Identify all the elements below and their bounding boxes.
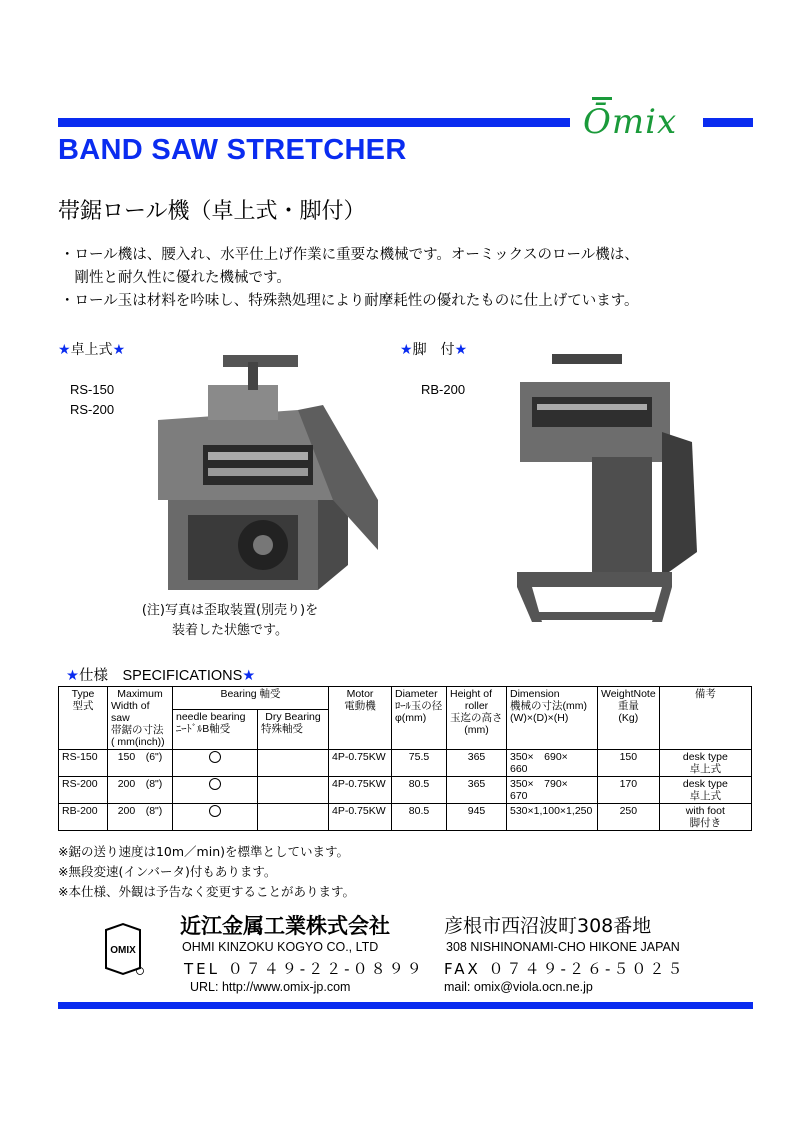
logo-macron: [592, 97, 612, 100]
star-icon: ★: [242, 668, 256, 684]
cell-diameter: 80.5: [392, 777, 447, 804]
table-row: [59, 750, 752, 777]
intro-line-3: ・ロール玉は材料を吟味し、特殊熱処理により耐摩耗性の優れたものに仕上げています。: [60, 293, 639, 309]
cell-height: 365: [447, 777, 507, 804]
cell-needle: [173, 777, 258, 804]
star-icon: ★: [454, 342, 468, 358]
spec-heading: [66, 664, 255, 685]
footnote-3: ※本仕様、外観は予告なく変更することがあります。: [58, 884, 355, 899]
cell-diameter: 75.5: [392, 750, 447, 777]
header-remarks: 備考: [659, 687, 751, 750]
foot-type-text: 脚 付: [412, 342, 455, 358]
cell-motor: 4P-0.75KW: [329, 777, 392, 804]
header-bar-left: [58, 118, 570, 127]
cell-remarks: with foot 脚付き: [659, 804, 751, 831]
cell-remarks: desk type 卓上式: [659, 777, 751, 804]
header-motor: Motor 電動機: [329, 687, 392, 750]
cell-needle: [173, 750, 258, 777]
header-dimension: Dimension 機械の寸法(mm) (W)×(D)×(H): [507, 687, 598, 750]
header-type: Type 型式: [59, 687, 108, 750]
company-address-jp: 彦根市西沼波町308番地: [444, 915, 652, 937]
cell-weight: 170: [598, 777, 660, 804]
omix-logo: Ōmix: [583, 102, 678, 142]
website-link[interactable]: URL: http://www.omix-jp.com: [190, 980, 351, 994]
cell-width: 150 (6"): [108, 750, 173, 777]
cell-width: 200 (8"): [108, 804, 173, 831]
omix-stamp-logo: [100, 922, 146, 978]
cell-dimension: 350× 790× 670: [507, 777, 598, 804]
cell-type: RS-150: [59, 750, 108, 777]
spec-table: [58, 686, 752, 831]
footer-bar: [58, 1002, 753, 1009]
table-header-row: [59, 687, 752, 710]
model-rs150: RS-150: [70, 382, 115, 397]
cell-dimension: 530×1,100×1,250: [507, 804, 598, 831]
header-height: Height of roller 玉迄の高さ (mm): [447, 687, 507, 750]
desk-machine-photo: [148, 350, 383, 600]
cell-dry: [258, 804, 329, 831]
spec-heading-jp: 仕様: [79, 668, 108, 684]
cell-motor: 4P-0.75KW: [329, 804, 392, 831]
cell-type: RB-200: [59, 804, 108, 831]
photo-note: [120, 601, 340, 641]
desk-type-label: [58, 339, 125, 359]
intro-line-2: 剛性と耐久性に優れた機械です。: [60, 270, 291, 286]
cell-dimension: 350× 690× 660: [507, 750, 598, 777]
svg-text:OMIX: OMIX: [110, 945, 136, 956]
header-max-width: Maximum Width of saw 帯鋸の寸法 ( mm(inch)): [108, 687, 173, 750]
header-weight: WeightNote 重量 (Kg): [598, 687, 660, 750]
header-dry: Dry Bearing 特殊軸受: [258, 709, 329, 750]
star-icon: ★: [58, 342, 71, 358]
cell-needle: [173, 804, 258, 831]
cell-height: 945: [447, 804, 507, 831]
company-address-en: 308 NISHINONAMI-CHO HIKONE JAPAN: [446, 940, 680, 954]
photo-note-line-1: (注)写真は歪取装置(別売り)を: [141, 603, 319, 618]
circle-mark-icon: [209, 805, 221, 817]
phone-number: TEL ０７４９-２２-０８９９: [184, 960, 425, 978]
table-row: [59, 804, 752, 831]
header-bar-right: [703, 118, 753, 127]
footnote-1: ※鋸の送り速度は10m／min)を標準としています。: [58, 844, 350, 859]
company-name-jp: 近江金属工業株式会社: [180, 914, 390, 938]
cell-remarks: desk type 卓上式: [659, 750, 751, 777]
photo-note-line-2: 装着した状態です。: [172, 623, 288, 638]
table-row: [59, 777, 752, 804]
email-link[interactable]: mail: omix@viola.ocn.ne.jp: [444, 980, 593, 994]
header-bearing: Bearing 軸受: [173, 687, 329, 710]
model-rb200: RB-200: [421, 382, 466, 397]
cell-diameter: 80.5: [392, 804, 447, 831]
page-title: BAND SAW STRETCHER: [58, 134, 407, 166]
star-icon: ★: [66, 668, 79, 684]
header-diameter: Diameter ﾛｰﾙ玉の径 φ(mm): [392, 687, 447, 750]
cell-weight: 250: [598, 804, 660, 831]
star-icon: ★: [112, 342, 126, 358]
foot-type-label: [400, 339, 467, 359]
foot-machine-photo: [512, 342, 702, 627]
page-subtitle: 帯鋸ロール機（卓上式・脚付）: [58, 199, 366, 224]
circle-mark-icon: [209, 751, 221, 763]
desk-type-text: 卓上式: [70, 342, 113, 358]
star-icon: ★: [400, 342, 413, 358]
header-needle: needle bearing ﾆｰﾄﾞﾙB軸受: [173, 709, 258, 750]
model-rs200: RS-200: [70, 402, 115, 417]
cell-width: 200 (8"): [108, 777, 173, 804]
cell-motor: 4P-0.75KW: [329, 750, 392, 777]
cell-weight: 150: [598, 750, 660, 777]
company-name-en: OHMI KINZOKU KOGYO CO., LTD: [182, 940, 379, 954]
cell-dry: [258, 750, 329, 777]
cell-type: RS-200: [59, 777, 108, 804]
spec-heading-en: SPECIFICATIONS: [122, 668, 243, 684]
cell-height: 365: [447, 750, 507, 777]
circle-mark-icon: [209, 778, 221, 790]
intro-line-1: ・ロール機は、腰入れ、水平仕上げ作業に重要な機械です。オーミックスのロール機は、: [60, 247, 639, 263]
footnote-2: ※無段変速(インバータ)付もあります。: [58, 864, 277, 879]
cell-dry: [258, 777, 329, 804]
fax-number: FAX ０７４９-２６-５０２５: [444, 960, 686, 978]
